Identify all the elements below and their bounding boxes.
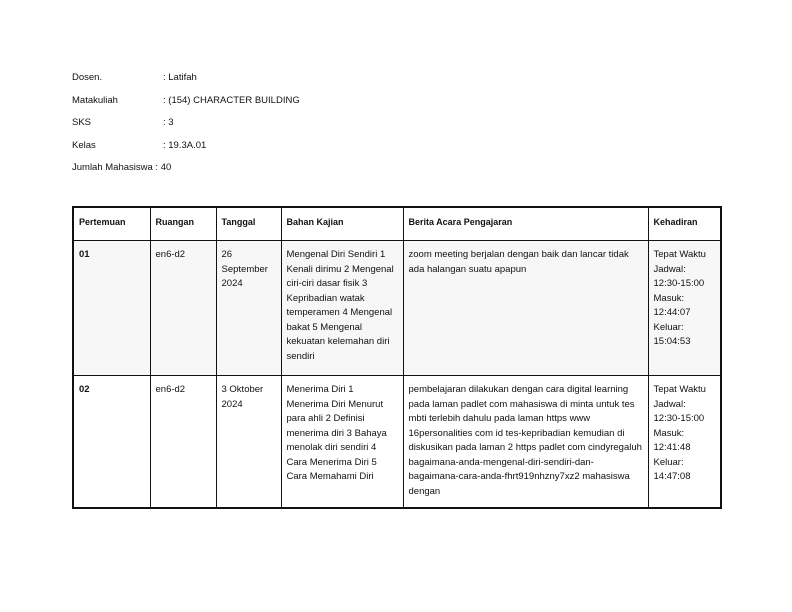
- matakuliah-value: : (154) CHARACTER BUILDING: [163, 94, 300, 106]
- jumlah-row: [72, 162, 171, 173]
- cell-ruangan: en6-d2: [150, 376, 216, 509]
- header-tanggal: Tanggal: [216, 207, 281, 241]
- sks-label: SKS: [72, 117, 92, 128]
- cell-kehadiran: Tepat Waktu Jadwal: 12:30-15:00 Masuk: 12:44:07 Keluar: 15:04:53: [648, 241, 721, 376]
- header-berita-acara: Berita Acara Pengajaran: [403, 207, 648, 241]
- cell-berita-acara: zoom meeting berjalan dengan baik dan lancar tidak ada halangan suatu apapun: [403, 241, 648, 376]
- cell-tanggal: 3 Oktober 2024: [216, 376, 281, 509]
- table-row: [73, 241, 721, 376]
- dosen-row: [72, 72, 197, 83]
- sks-value: : 3: [163, 117, 174, 128]
- cell-berita-acara: pembelajaran dilakukan dengan cara digital learning pada laman padlet com mahasiswa di minta untuk tes mbti terlebih dahulu pada laman https www 16personalities com id tes-kepribadian kemudian di diskusikan pada laman 2 https padlet com cindyregaluh bagaimana-anda-mengenal-diri-sendiri-dan-bagaimana-cara-anda-fhrt919nhzny7xz2 mahasiswa dengan: [403, 376, 648, 509]
- kelas-label: Kelas: [72, 139, 96, 151]
- cell-bahan-kajian: Mengenal Diri Sendiri 1 Kenali dirimu 2 Mengenal ciri-ciri dasar fisik 3 Kepribadian watak temperamen 4 Mengenal bakat 5 Mengenal kekuatan kelemahan diri sendiri: [281, 241, 403, 376]
- course-info: [72, 72, 300, 185]
- cell-ruangan: en6-d2: [150, 241, 216, 376]
- table-row: [73, 376, 721, 509]
- cell-pertemuan: 02: [73, 376, 150, 509]
- table-header-row: [73, 207, 721, 241]
- dosen-value: : Latifah: [163, 72, 197, 83]
- matakuliah-row: [72, 94, 300, 106]
- sks-row: [72, 117, 174, 128]
- dosen-label: Dosen.: [72, 72, 103, 83]
- cell-pertemuan: 01: [73, 241, 150, 376]
- kelas-row: [72, 139, 207, 151]
- header-kehadiran: Kehadiran: [648, 207, 721, 241]
- jumlah-mahasiswa: Jumlah Mahasiswa : 40: [72, 162, 172, 173]
- attendance-table: [72, 206, 722, 509]
- cell-bahan-kajian: Menerima Diri 1 Menerima Diri Menurut para ahli 2 Definisi menerima diri 3 Bahaya menolak diri sendiri 4 Cara Menerima Diri 5 Cara Memahami Diri: [281, 376, 403, 509]
- cell-kehadiran: Tepat Waktu Jadwal: 12:30-15:00 Masuk: 12:41:48 Keluar: 14:47:08: [648, 376, 721, 509]
- header-pertemuan: Pertemuan: [73, 207, 150, 241]
- matakuliah-label: Matakuliah: [72, 94, 118, 106]
- cell-tanggal: 26 September 2024: [216, 241, 281, 376]
- header-bahan-kajian: Bahan Kajian: [281, 207, 403, 241]
- kelas-value: : 19.3A.01: [163, 139, 207, 151]
- header-ruangan: Ruangan: [150, 207, 216, 241]
